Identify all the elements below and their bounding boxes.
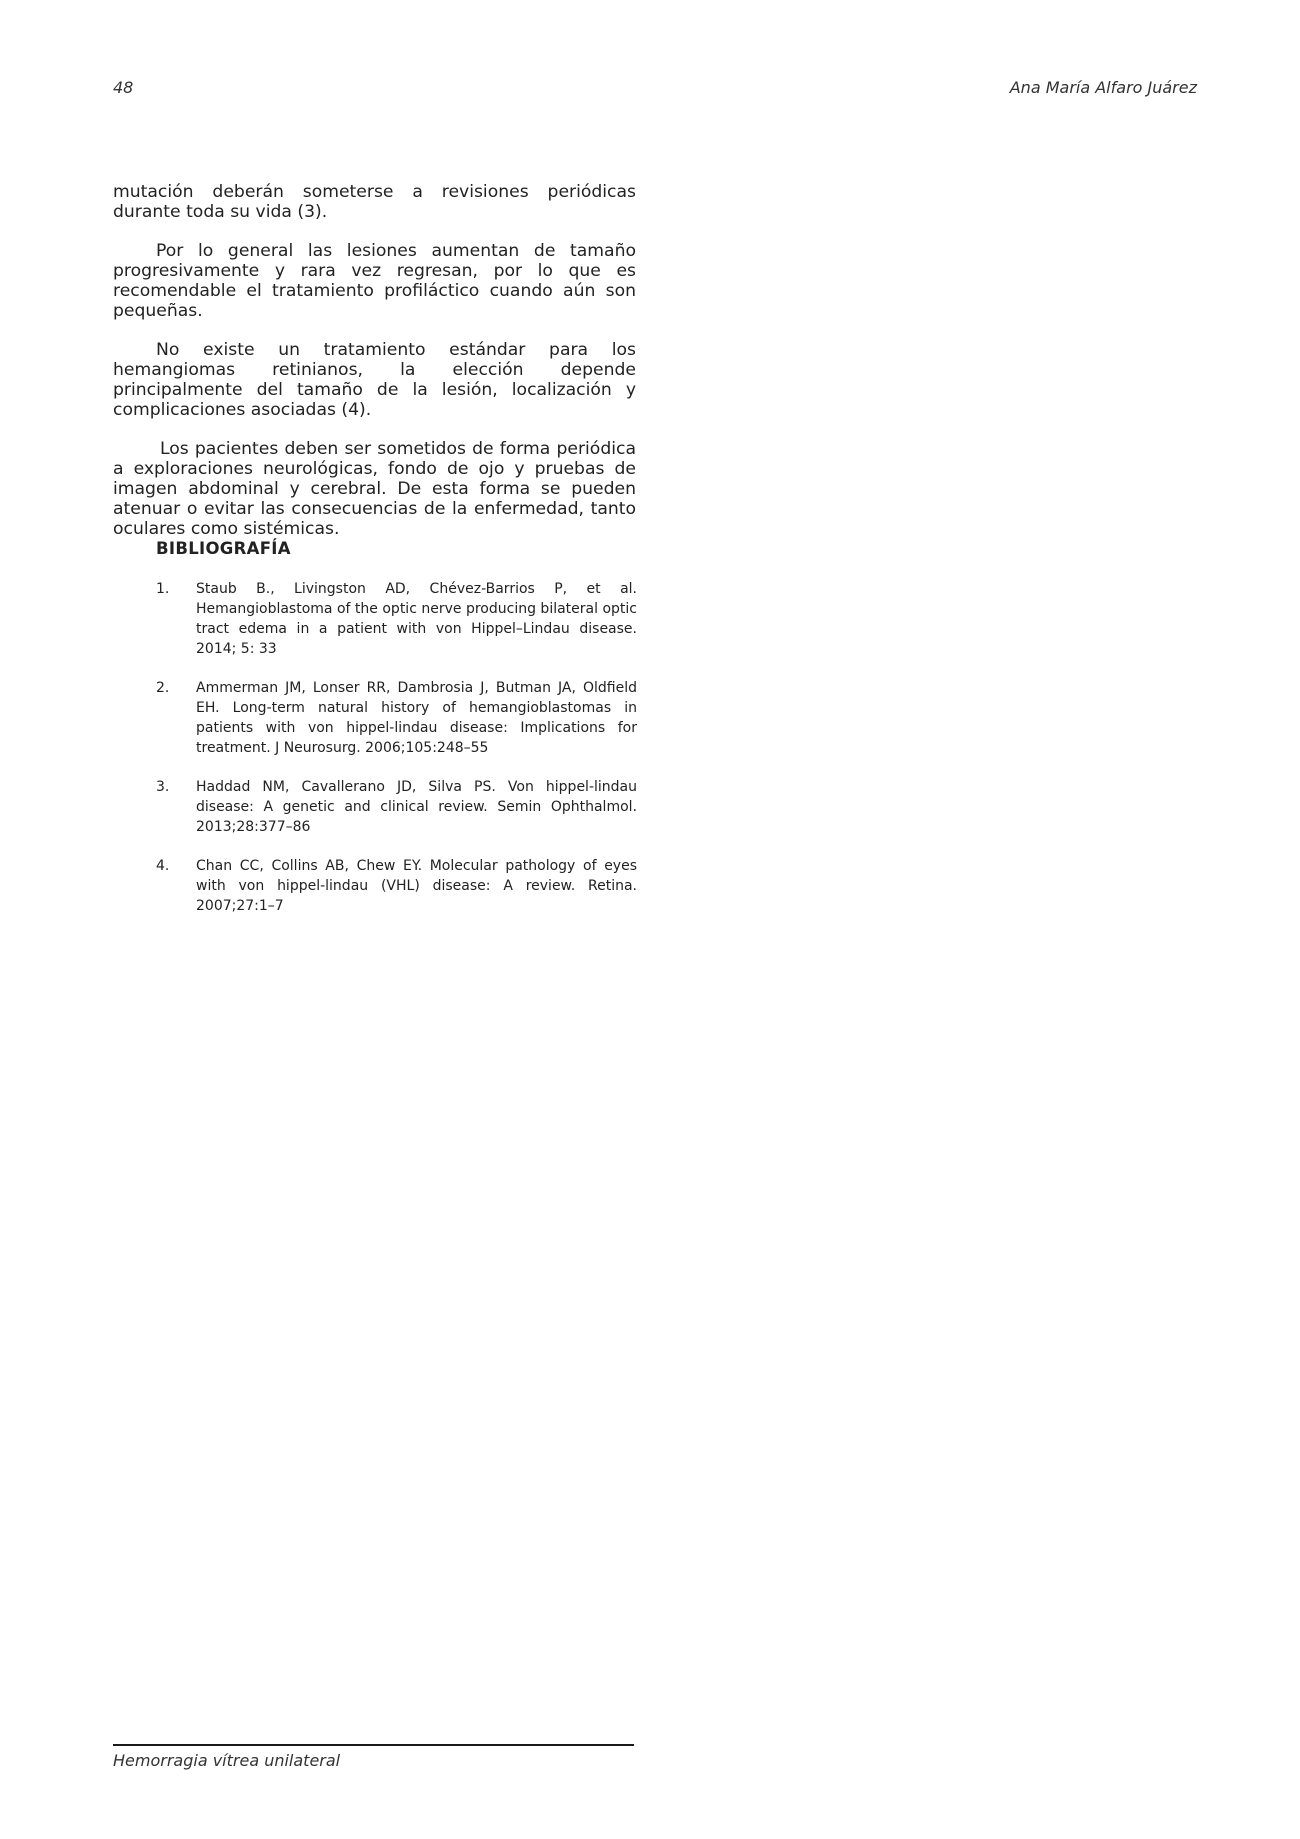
running-header-author: Ana María Alfaro Juárez xyxy=(1009,78,1197,97)
bibliography-item-text: Staub B., Livingston AD, Chévez-Barrios P, et al. Hemangioblastoma of the optic nerve producing bilateral optic tract edema in a patient with von Hippel–Lindau disease. 2014; 5: 33 xyxy=(196,581,637,657)
bibliography-item-number: 1. xyxy=(156,581,170,597)
bibliography-item xyxy=(156,678,637,758)
bibliography-item-number: 3. xyxy=(156,779,170,795)
footer-divider xyxy=(113,1744,634,1746)
bibliography-item-text: Chan CC, Collins AB, Chew EY. Molecular pathology of eyes with von hippel-lindau (VHL) disease: A review. Retina. 2007;27:1–7 xyxy=(196,858,637,914)
bibliography-item-number: 4. xyxy=(156,858,170,874)
body-text xyxy=(113,182,636,558)
bibliography-item xyxy=(156,579,637,659)
bibliography-list xyxy=(156,579,637,935)
bibliography-heading: BIBLIOGRAFÍA xyxy=(156,539,291,558)
body-paragraph: No existe un tratamiento estándar para los hemangiomas retinianos, la elección depende principalmente del tamaño de la lesión, localización y complicaciones asociadas (4). xyxy=(113,340,636,420)
body-paragraph: mutación deberán someterse a revisiones periódicas durante toda su vida (3). xyxy=(113,182,636,222)
bibliography-item xyxy=(156,777,637,837)
running-footer-title: Hemorragia vítrea unilateral xyxy=(113,1751,341,1770)
body-paragraph: Los pacientes deben ser sometidos de forma periódica a exploraciones neurológicas, fondo de ojo y pruebas de imagen abdominal y cerebral. De esta forma se pueden atenuar o evitar las consecuencias de la enfermedad, tanto oculares como sistémicas. xyxy=(113,439,636,539)
bibliography-item-number: 2. xyxy=(156,680,170,696)
bibliography-item-text: Ammerman JM, Lonser RR, Dambrosia J, Butman JA, Oldfield EH. Long-term natural history of hemangioblastomas in patients with von hippel-lindau disease: Implications for treatment. J Neurosurg. 2006;105:248–55 xyxy=(196,680,637,756)
bibliography-item xyxy=(156,856,637,916)
body-paragraph: Por lo general las lesiones aumentan de tamaño progresivamente y rara vez regresan, por lo que es recomendable el tratamiento profiláctico cuando aún son pequeñas. xyxy=(113,241,636,321)
page-number: 48 xyxy=(113,78,134,97)
bibliography-item-text: Haddad NM, Cavallerano JD, Silva PS. Von hippel-lindau disease: A genetic and clinical review. Semin Ophthalmol. 2013;28:377–86 xyxy=(196,779,637,835)
